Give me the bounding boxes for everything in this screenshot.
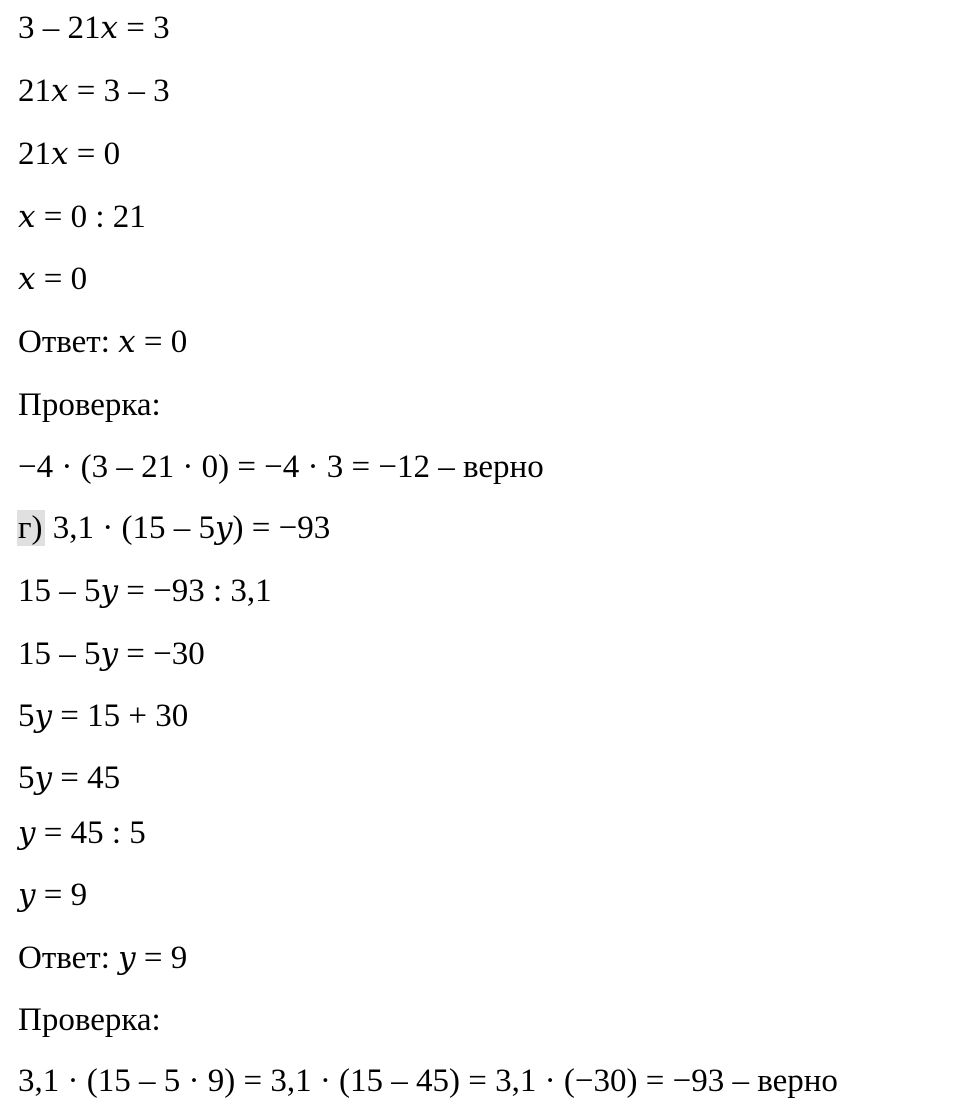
part-label: г) <box>18 510 43 546</box>
expr-text: 3 – 21 <box>18 10 101 46</box>
expr-text: = 45 <box>52 760 121 796</box>
check-line: 3,1 · (15 – 5 · 9) = 3,1 · (15 – 45) = 3,1 · (−30) = −93 – верно <box>18 1063 838 1099</box>
variable: x <box>51 136 69 172</box>
expr-text: = 9 <box>35 877 88 913</box>
expr-text: = −30 <box>118 636 205 672</box>
expr-text: = 45 : 5 <box>35 815 146 851</box>
variable: x <box>100 10 118 46</box>
expr-text: 15 – 5 <box>18 636 101 672</box>
check-label: Проверка: <box>18 387 161 423</box>
equation-line <box>18 259 87 299</box>
variable: x <box>18 199 36 235</box>
expr-text: = 0 <box>68 136 121 172</box>
variable: y <box>100 573 119 609</box>
equation-line <box>18 134 120 174</box>
variable: x <box>51 73 69 109</box>
expr-text: 5 <box>18 760 35 796</box>
check-label: Проверка: <box>18 1002 161 1038</box>
equation-line <box>18 571 272 611</box>
equation-line <box>18 813 146 853</box>
variable: x <box>18 261 36 297</box>
expr-text: 21 <box>18 136 51 172</box>
expr-text: = −93 : 3,1 <box>118 573 272 609</box>
equation-line <box>18 197 146 237</box>
expr-text: = 15 + 30 <box>52 698 189 734</box>
expr-text: ) = −93 <box>232 510 331 546</box>
answer-label: Ответ: <box>18 940 119 976</box>
equation-line <box>18 758 120 798</box>
expr-text: = 3 – 3 <box>68 73 170 109</box>
equation-line <box>18 696 188 736</box>
variable: y <box>18 815 36 851</box>
expr-text: = 0 <box>35 261 88 297</box>
problem-line <box>18 508 330 548</box>
expr-text: 3,1 · (15 – 5 <box>44 510 216 546</box>
expr-text: = 0 <box>135 324 188 360</box>
expr-text: = 0 : 21 <box>35 199 146 235</box>
expr-text: 5 <box>18 698 35 734</box>
variable: y <box>18 877 36 913</box>
variable: x <box>118 324 136 360</box>
equation-line <box>18 634 205 674</box>
equation-line <box>18 875 87 915</box>
expr-text: 21 <box>18 73 51 109</box>
expr-text: = 3 <box>117 10 170 46</box>
variable: y <box>34 760 53 796</box>
check-line: −4 · (3 – 21 · 0) = −4 · 3 = −12 – верно <box>18 449 544 485</box>
variable: y <box>118 940 136 976</box>
equation-line <box>18 8 170 48</box>
equation-line <box>18 71 170 111</box>
variable: y <box>215 510 233 546</box>
answer-label: Ответ: <box>18 324 119 360</box>
variable: y <box>100 636 119 672</box>
answer-line <box>18 938 187 978</box>
expr-text: = 9 <box>135 940 188 976</box>
expr-text: 15 – 5 <box>18 573 101 609</box>
answer-line <box>18 322 187 362</box>
variable: y <box>34 698 53 734</box>
